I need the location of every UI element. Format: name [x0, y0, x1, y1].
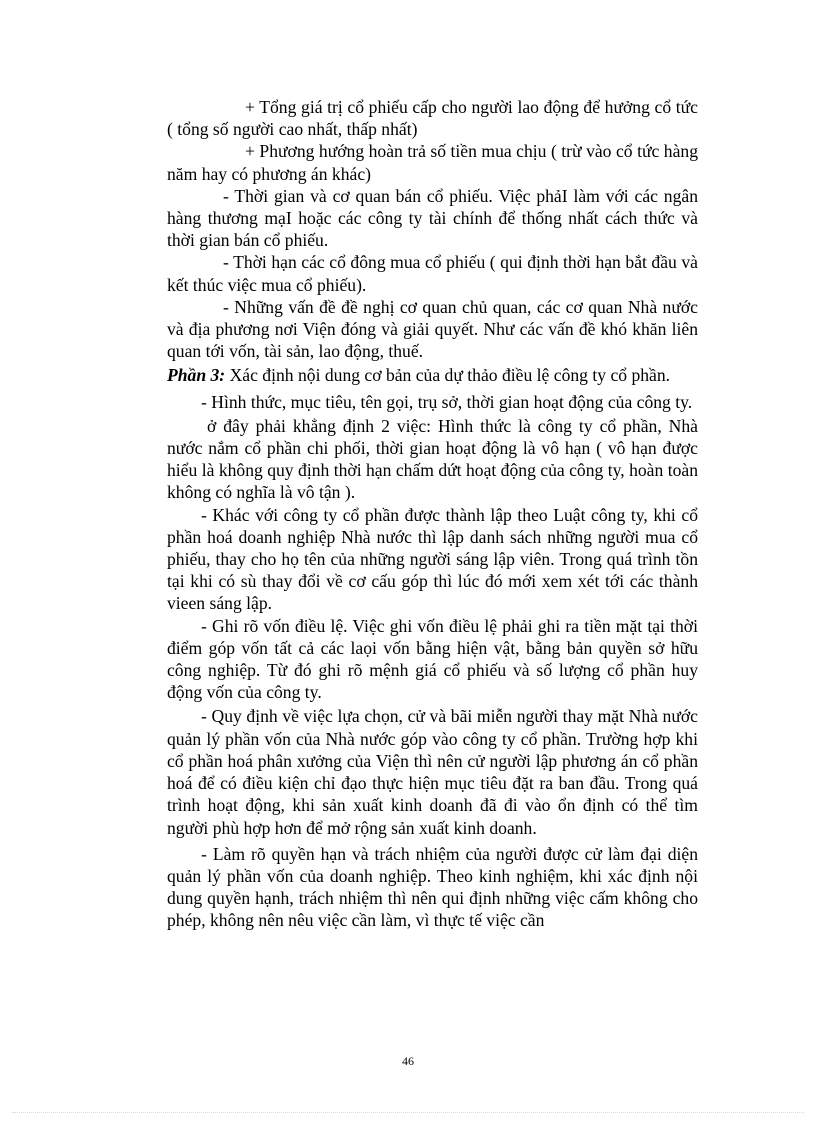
- paragraph-shareholder-period: - Thời hạn các cổ đông mua cổ phiếu ( qui định thời hạn bắt đầu và kết thúc việc mua cổ phiếu).: [167, 252, 698, 295]
- paragraph-proposed-issues: - Những vấn đề đề nghị cơ quan chủ quan, các cơ quan Nhà nước và địa phương nơi Viện đóng và giải quyết. Như các vấn đề khó khăn liên quan tới vốn, tài sản, lao động, thuế.: [167, 296, 698, 362]
- part3-text: Xác định nội dung cơ bản của dự thảo điều lệ công ty cổ phần.: [225, 365, 671, 386]
- paragraph-charter-capital: - Ghi rõ vốn điều lệ. Việc ghi vốn điều lệ phải ghi ra tiền mặt tại thời điểm góp vốn tất cả các laọi vốn bằng hiện vật, bằng bản quyền sở hữu công nghiệp. Từ đó ghi rõ mệnh giá cổ phiếu và số lượng cổ phần huy động vốn của công ty.: [167, 615, 698, 703]
- paragraph-repayment-direction: + Phương hướng hoàn trả số tiền mua chịu ( trừ vào cổ tức hàng năm hay có phương án khác): [167, 141, 698, 184]
- paragraph-time-and-agency: - Thời gian và cơ quan bán cổ phiếu. Việc phảI làm với các ngân hàng thương mạI hoặc các công ty tài chính để thống nhất cách thức và thời gian bán cổ phiếu.: [167, 185, 698, 251]
- paragraph-total-share-value: + Tổng giá trị cổ phiếu cấp cho người lao động để hưởng cổ tức ( tổng số người cao nhất, thấp nhất): [167, 97, 698, 140]
- page-bottom-divider: [12, 1112, 804, 1113]
- paragraph-form-objective: - Hình thức, mục tiêu, tên gọi, trụ sở, thời gian hoạt động của công ty.: [201, 391, 693, 412]
- part3-heading: [115, 364, 698, 386]
- part3-label: Phần 3:: [167, 365, 226, 386]
- paragraph-two-affirmations: ở đây phải khẳng định 2 việc: Hình thức là công ty cổ phần, Nhà nước nắm cổ phần chi phối, thời gian hoạt động là vô hạn ( vô hạn được hiểu là không quy định thời hạn chấm dứt hoạt động của công ty, hoàn toàn không có nghĩa là vô tận ).: [167, 415, 698, 503]
- paragraph-founders-list: - Khác với công ty cổ phần được thành lập theo Luật công ty, khi cổ phần hoá doanh nghiệp Nhà nước thì lập danh sách những người mua cổ phiếu, thay cho họ tên của những người sáng lập viên. Trong quá trình tồn tại khi có sù thay đổi về cơ cấu góp thì lúc đó mới xem xét tới các thành vieen sáng lập.: [167, 504, 698, 614]
- paragraph-representative-authority: - Làm rõ quyền hạn và trách nhiệm của người được cử làm đại diện quản lý phần vốn của doanh nghiệp. Theo kinh nghiệm, khi xác định nội dung quyền hạnh, trách nhiệm thì nên qui định những việc cấm không cho phép, không nên nêu việc cần làm, vì thực tế việc cần: [167, 843, 698, 931]
- page-number: 46: [402, 1054, 414, 1068]
- document-body: [167, 96, 698, 932]
- paragraph-state-representative: - Quy định về việc lựa chọn, cử và bãi miễn người thay mặt Nhà nước quản lý phần vốn của Nhà nước góp vào công ty cổ phần. Trường hợp khi cổ phần hoá phân xưởng của Viện thì nên cử người lập phương án cổ phần hoá để có điều kiện chỉ đạo thực hiện mục tiêu đặt ra ban đầu. Trong quá trình hoạt động, khi sản xuất kinh doanh đã đi vào ổn định có thể tìm người phù hợp hơn để mở rộng sản xuất kinh doanh.: [167, 706, 698, 838]
